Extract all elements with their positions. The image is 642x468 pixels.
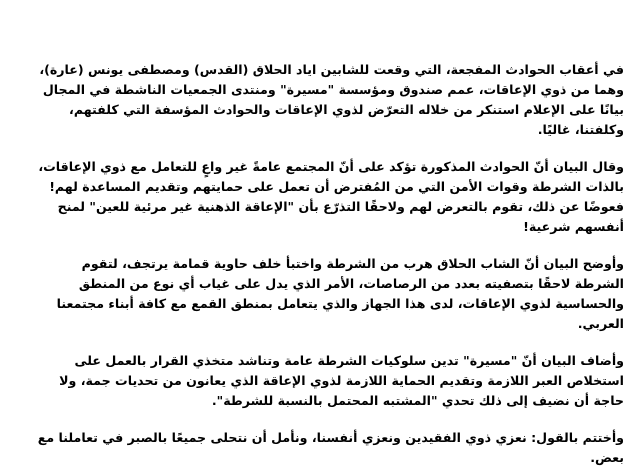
article-paragraph: وأختتم بالقول: نعزي ذوي الفقيدين ونعزي أنفسنا، ونأمل أن نتحلى جميعًا بالصبر في تعاملنا مع بعض. bbox=[37, 430, 624, 465]
article-paragraph: وقال البيان أنّ الحوادث المذكورة تؤكد على أنّ المجتمع عامةً غير واعٍ للتعامل مع ذوي الإعاقات، بالذات الشرطة وقوات الأمن التي من المُفترض أن تعمل على حمايتهم وتقديم المساعدة لهم! فعوضًا عن ذلك، تقوم بالتعرض لهم ولاحقًا التذرّع بأن "الإعاقة الذهنية غير مرئية للعين" لمنح أنفسهم شرعية! bbox=[38, 159, 624, 234]
article-paragraph: وأوضح البيان أنّ الشاب الحلاق هرب من الشرطة واختبأ خلف حاوية قمامة يرتجف، لتقوم الشرطة لاحقًا بتصفيته بعدد من الرصاصات، الأمر الذي يدل على غياب أي نوع من المنطق والحساسية لذوي الإعاقات، لدى هذا الجهاز والذي يتعامل بمنطق القمع مع كافة أبناء مجتمعنا العربي. bbox=[56, 256, 624, 331]
article-paragraph: وأضاف البيان أنّ "مسيرة" تدين سلوكيات الشرطة عامة وتناشد متخذي القرار بالعمل على استخلاص العبر اللازمة وتقديم الحماية اللازمة لذوي الإعاقة الذي يعانون من تحديات جمة، ولا حاجة أن نضيف إلى ذلك تحدي "المشتبه المحتمل بالنسبة للشرطة". bbox=[59, 353, 624, 408]
article-paragraph: في أعقاب الحوادث المفجعة، التي وقعت للشابين اياد الحلاق (القدس) ومصطفى يونس (عارة)، وهما من ذوي الإعاقات، عمم صندوق ومؤسسة "مسيرة" ومنتدى الجمعيات الناشطة في المجال بيانًا على الإعلام استنكر من خلاله التعرّض لذوي الإعاقات والحوادث المؤسفة التي كلفتهم، وكلفتنا، غاليًا. bbox=[39, 62, 624, 137]
article-body bbox=[36, 60, 624, 468]
